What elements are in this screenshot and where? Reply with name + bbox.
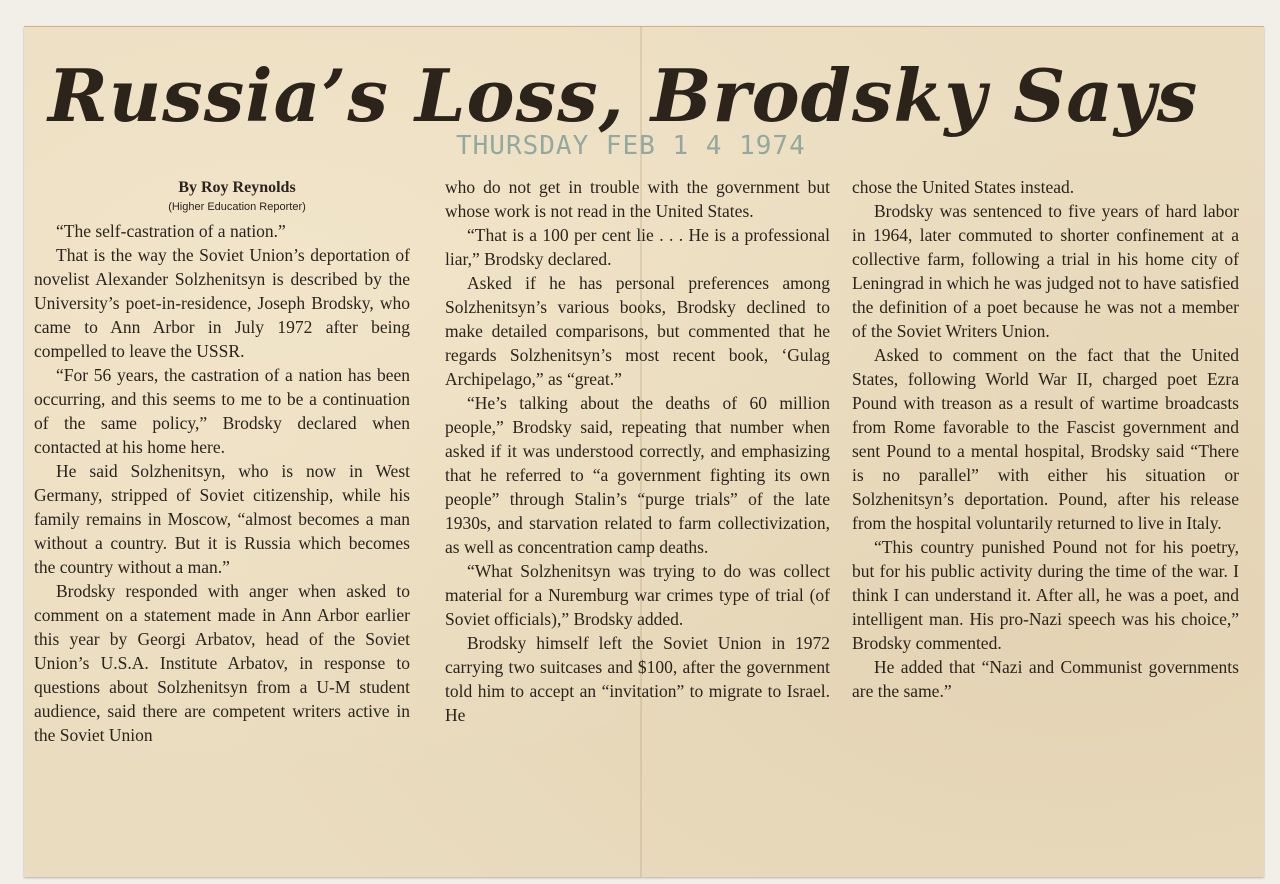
- paragraph: “For 56 years, the castration of a nation has been occurring, and this seems to me to be a continuation of the same policy,” Brodsky declared when contacted at his home here.: [34, 365, 410, 457]
- headline: Russia’s Loss, Brodsky Says: [48, 53, 1199, 138]
- paragraph: who do not get in trouble with the government but whose work is not read in the United States.: [445, 177, 830, 221]
- article-column-2: [445, 175, 830, 727]
- paragraph: That is the way the Soviet Union’s deportation of novelist Alexander Solzhenitsyn is described by the University’s poet-in-residence, Joseph Brodsky, who came to Ann Arbor in July 1972 after being compelled to leave the USSR.: [34, 245, 410, 361]
- paragraph: Brodsky responded with anger when asked to comment on a statement made in Ann Arbor earlier this year by Georgi Arbatov, head of the Soviet Union’s U.S.A. Institute Arbatov, in response to questions about Solzhenitsyn from a U-M student audience, said there are competent writers active in the Soviet Union: [34, 581, 410, 745]
- paragraph: chose the United States instead.: [852, 177, 1075, 197]
- paragraph: Asked if he has personal preferences among Solzhenitsyn’s various books, Brodsky declined to make detailed comparisons, but commented that he regards Solzhenitsyn’s most recent book, ‘Gulag Archipelago,” as “great.”: [445, 273, 830, 389]
- paragraph: “He’s talking about the deaths of 60 million people,” Brodsky said, repeating that number when asked if it was understood correctly, and emphasizing that he referred to “a government fighting its own people” through Stalin’s “purge trials” of the late 1930s, and starvation related to farm collectivization, as well as concentration camp deaths.: [445, 393, 830, 557]
- article-column-1: [34, 177, 410, 747]
- paragraph: “What Solzhenitsyn was trying to do was collect material for a Nuremburg war crimes type of trial (of Soviet officials),” Brodsky added.: [445, 561, 830, 629]
- paragraph: “That is a 100 per cent lie . . . He is a professional liar,” Brodsky declared.: [445, 225, 830, 269]
- paragraph: “The self-castration of a nation.”: [56, 221, 286, 241]
- byline: By Roy Reynolds: [178, 179, 296, 196]
- paragraph: Brodsky himself left the Soviet Union in 1972 carrying two suitcases and $100, after the government told him to accept an “invitation” to migrate to Israel. He: [445, 633, 830, 725]
- paragraph: He said Solzhenitsyn, who is now in West Germany, stripped of Soviet citizenship, while his family remains in Moscow, “almost becomes a man without a country. But it is Russia which becomes the country without a man.”: [34, 461, 410, 577]
- newspaper-clipping: [24, 26, 1264, 877]
- date-stamp: THURSDAY FEB 1 4 1974: [456, 131, 806, 161]
- paragraph: Brodsky was sentenced to five years of hard labor in 1964, later commuted to shorter confinement at a collective farm, following a trial in his home city of Leningrad in which he was judged not to have satisfied the definition of a poet because he was not a member of the Soviet Writers Union.: [852, 201, 1239, 341]
- paragraph: Asked to comment on the fact that the United States, following World War II, charged poet Ezra Pound with treason as a result of wartime broadcasts from Rome favorable to the Fascist government and sent Pound to a mental hospital, Brodsky said “There is no parallel” with either his situation or Solzhenitsyn’s deportation. Pound, after his release from the hospital voluntarily returned to live in Italy.: [852, 345, 1239, 533]
- paragraph: “This country punished Pound not for his poetry, but for his public activity during the time of the war. I think I can understand it. After all, he was a poet, and intelligent man. His pro-Nazi speech was his choice,” Brodsky commented.: [852, 537, 1239, 653]
- article-column-3: [852, 175, 1239, 703]
- byline-role: (Higher Education Reporter): [168, 201, 306, 213]
- paragraph: He added that “Nazi and Communist governments are the same.”: [852, 657, 1239, 701]
